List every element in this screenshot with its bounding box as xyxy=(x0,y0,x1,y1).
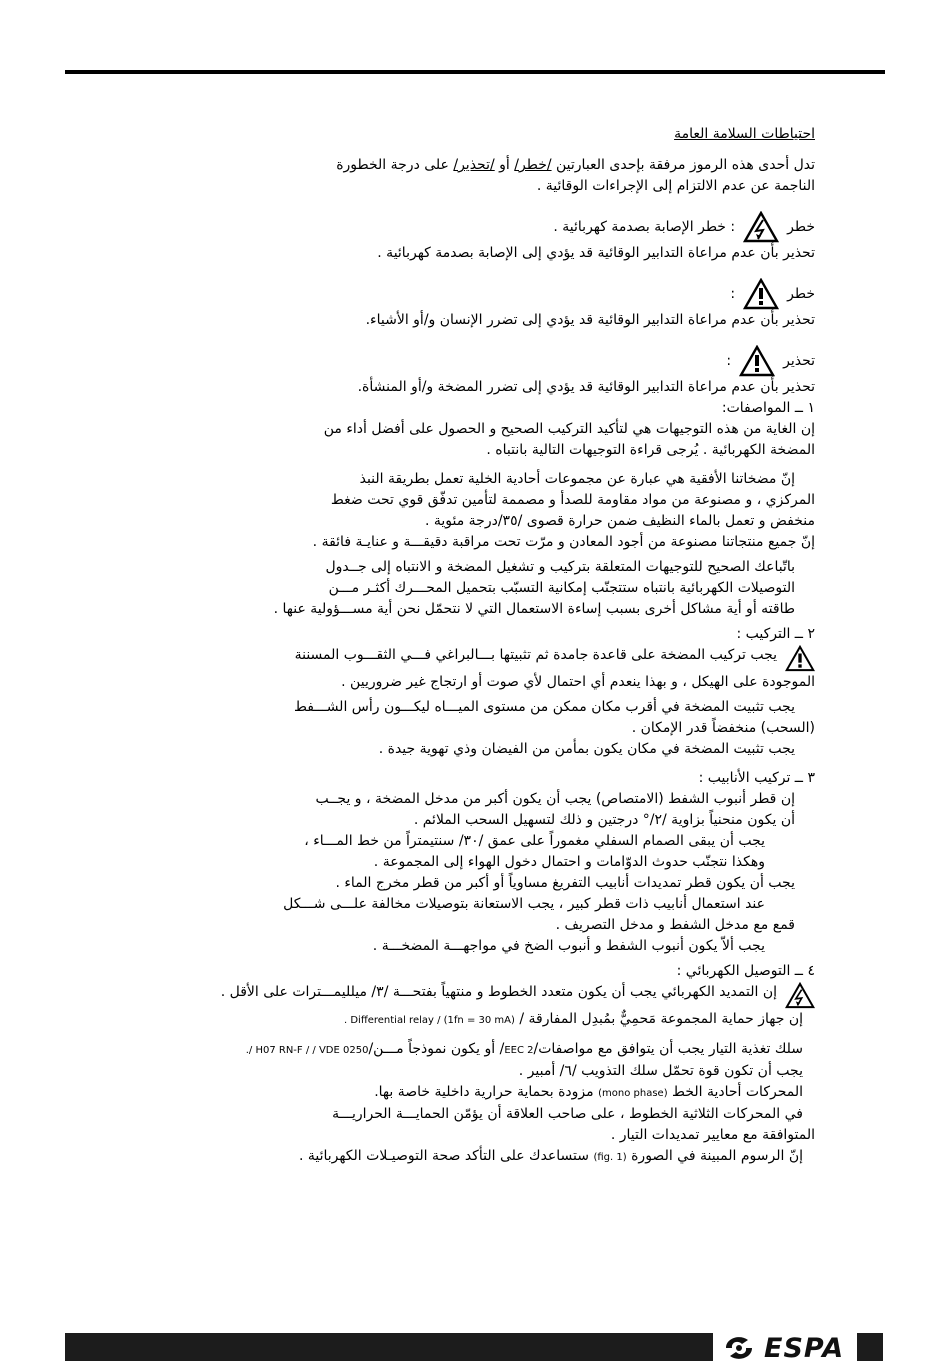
warning-electric xyxy=(130,211,815,243)
warning-caution xyxy=(130,345,815,377)
brand-name: ESPA xyxy=(764,1332,845,1364)
paragraph-line: قمع مع مدخل الشفط و مدخل التصريف . xyxy=(555,917,795,933)
paragraph-line: المحركات أحادية الخط (mono phase) مزودة بحماية حرارية داخلية خاصة بها. xyxy=(374,1084,803,1100)
paragraph-line: إن جهاز حماية المجموعة مَحمِيٌّ بمُبدِل المفارقة / Differential relay / (1fn = 30 mA) . xyxy=(344,1011,803,1027)
paragraph-line: يجب أن تكون قوة تحمّل سلك التذويب /٦/ أمبير . xyxy=(518,1063,803,1079)
paragraph-line: (السحب) منخفضاً قدر الإمكان . xyxy=(631,720,815,736)
warning-label: خطر xyxy=(787,285,815,302)
electric-shock-icon xyxy=(743,211,779,243)
small-spec: (fig. 1) xyxy=(593,1152,627,1163)
section-2-heading: ٢ ــ التركيب : xyxy=(736,626,815,642)
intro-line-2: الناجمة عن عدم الالتزام إلى الإجراءات الوقائية . xyxy=(536,178,815,194)
small-spec: H07 RN-F / / VDE 0250 /. xyxy=(245,1045,369,1056)
warning-label: تحذير xyxy=(783,352,815,369)
paragraph-line: باتّباعك الصحيح للتوجيهات المتعلقة بتركيب و تشغيل المضخة و الانتباه إلى جــدول xyxy=(325,559,795,575)
exclamation-triangle-icon xyxy=(785,645,815,672)
paragraph-line: منخفض و تعمل بالماء النظيف ضمن حرارة قصوى /٣٥/درجة مئوية . xyxy=(424,513,815,529)
warning-desc: تحذير بأن عدم مراعاة التدابير الوقائية قد يؤدي إلى تضرر الإنسان و/أو الأشياء. xyxy=(365,312,815,328)
electric-warning xyxy=(130,982,815,1009)
paragraph-line: إن التمديد الكهربائي يجب أن يكون متعدد الخطوط و منتهياً بفتحـــة /٣/ ميلليمـــترات على الأقل . xyxy=(220,984,777,1000)
term-danger: /خطر/ xyxy=(514,157,552,173)
paragraph-line: إنّ الرسوم المبينة في الصورة (fig. 1) ستساعدك على التأكد صحة التوصيـلات الكهربائية . xyxy=(298,1148,803,1164)
paragraph-line: يجب تثبيت المضخة في مكان يكون بمأمن من الفيضان وذي تهوية جيدة . xyxy=(378,741,795,757)
warning-title: : خطر الإصابة بصدمة كهربائية . xyxy=(553,218,736,235)
warning-title: : xyxy=(730,285,736,302)
section-1-heading: ١ ــ المواصفات: xyxy=(721,400,815,416)
paragraph-line: إن الغاية من هذه التوجيهات هي لتأكيد التركيب الصحيح و الحصول على أفضل أداء من xyxy=(323,421,815,437)
paragraph-line: المتوافقة مع معايير تمديدات التيار . xyxy=(610,1127,815,1143)
paragraph-line: سلك تغذية التيار يجب أن يتوافق مع مواصفات/EEC 2/ أو يكون نموذجاً مـــن/H07 RN-F / / VDE 0250 /. xyxy=(245,1041,803,1057)
top-rule xyxy=(65,70,885,74)
paragraph-line: يجب أن يبقى الصمام السفلي مغموراً على عمق /٣٠/ سنتيمتراً من خط المـــاء ، xyxy=(304,833,765,849)
exclamation-triangle-icon xyxy=(743,278,779,310)
section-4-heading: ٤ ــ التوصيل الكهربائي : xyxy=(676,963,815,979)
paragraph-line: المركزي ، و مصنوعة من مواد مقاومة للصدأ و مصممة لتأمين تدفّق قوي تحت ضغط xyxy=(330,492,815,508)
warning-desc: تحذير بأن عدم مراعاة التدابير الوقائية قد يؤدي إلى الإصابة بصدمة كهربائية . xyxy=(377,245,815,261)
paragraph-line: المضخة الكهربائية . يُرجى قراءة التوجيهات التالية بانتباه . xyxy=(486,442,815,458)
warning-danger xyxy=(130,278,815,310)
espa-swirl-icon xyxy=(718,1330,760,1366)
small-spec: Differential relay / (1fn = 30 mA) . xyxy=(344,1015,515,1026)
install-warning xyxy=(130,645,815,672)
warning-desc: تحذير بأن عدم مراعاة التدابير الوقائية قد يؤدي إلى تضرر المضخة و/أو المنشأة. xyxy=(357,379,815,395)
footer-bar xyxy=(65,1333,713,1361)
term-warning: /تحذير/ xyxy=(453,157,495,173)
paragraph-line: التوصيلات الكهربائية بانتباه ستتجنّب إمكانية التسبّب بتحميل المحـــرك أكثـر مـــن xyxy=(328,580,795,596)
paragraph-line: الموجودة على الهيكل ، و بهذا ينعدم أي احتمال لأي صوت أو ارتجاج غير ضروريين . xyxy=(341,674,815,690)
exclamation-triangle-icon xyxy=(739,345,775,377)
page-title: احتياطات السلامة العامة xyxy=(674,126,815,142)
electric-shock-icon xyxy=(785,982,815,1009)
paragraph-line: إن قطر أنبوب الشفط (الامتصاص) يجب أن يكون أكبر من مدخل المضخة ، و يجــب xyxy=(315,791,795,807)
brand-logo xyxy=(718,1330,848,1366)
paragraph-line: إنّ مضخاتنا الأفقية هي عبارة عن مجموعات أحادية الخلية تعمل بطريقة النبذ xyxy=(359,471,795,487)
paragraph-line: يجب أن يكون قطر تمديدات أنابيب التفريغ مساوياً أو أكبر من قطر مخرج الماء . xyxy=(335,875,795,891)
intro-line-1: تدل أحدى هذه الرموز مرفقة بإحدى العبارتين /خطر/ أو /تحذير/ على درجة الخطورة xyxy=(336,157,815,173)
paragraph-line: يجب تركيب المضخة على قاعدة جامدة ثم تثبيتها بـــالبراغي فـــي الثقـــوب المسننة xyxy=(294,647,777,663)
paragraph-line: إنّ جميع منتجاتنا مصنوعة من أجود المعادن و مرّت تحت مراقبة دقيقـــة و عنايـة فائقة . xyxy=(312,534,815,550)
small-spec: (mono phase) xyxy=(598,1088,668,1099)
warning-label: خطر xyxy=(787,218,815,235)
footer-square xyxy=(857,1333,883,1361)
paragraph-line: أن يكون منحنياً بزاوية /٢/° درجتين و ذلك لتسهيل السحب الملائم . xyxy=(413,812,795,828)
document-body xyxy=(130,124,815,1168)
paragraph-line: وهكذا نتجنّب حدوث الدوّامات و احتمال دخول الهواء إلى المجموعة . xyxy=(373,854,765,870)
warning-title: : xyxy=(726,352,732,369)
small-spec: EEC 2 xyxy=(504,1045,534,1056)
paragraph-line: يجب ألاّ يكون أنبوب الشفط و أنبوب الضخ في مواجهـــة المضخـــة . xyxy=(372,938,765,954)
paragraph-line: طاقته أو أية مشاكل أخرى بسبب إساءة الاستعمال التي لا نتحمّل نحن أية مســـؤولية عنها . xyxy=(273,601,795,617)
paragraph-line: في المحركات الثلاثية الخطوط ، على صاحب العلاقة أن يؤمّن الحمايـــة الحراريـــة xyxy=(332,1106,803,1122)
section-3-heading: ٣ ــ تركيب الأنابيب : xyxy=(698,770,815,786)
paragraph-line: يجب تثبيت المضخة في أقرب مكان ممكن من مستوى الميـــاه ليكـــون رأس الشـــفط xyxy=(294,699,795,715)
paragraph-line: عند استعمال أنابيب ذات قطر كبير ، يجب الاستعانة بتوصيلات مخالفة علـــى شـــكل xyxy=(283,896,765,912)
